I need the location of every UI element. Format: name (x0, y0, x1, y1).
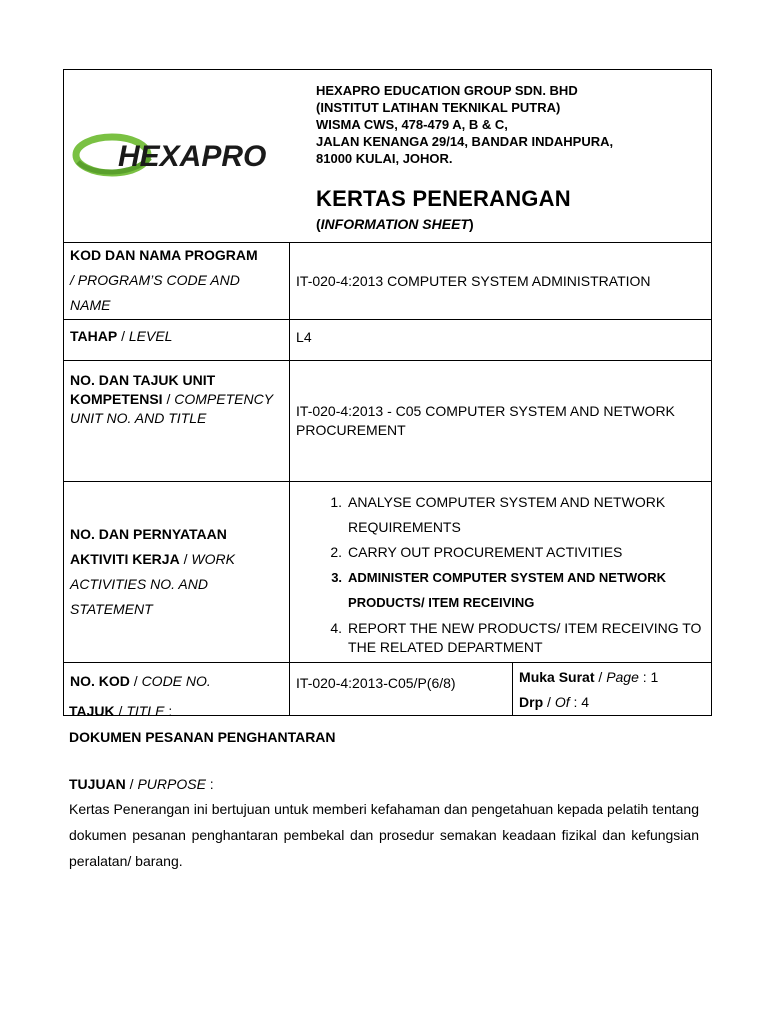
unit-value-cell (290, 361, 712, 482)
activity-item: 1. ANALYSE COMPUTER SYSTEM AND NETWORK REQUIREMENTS (330, 494, 666, 535)
page-number: Muka Surat / Page : 1 (519, 669, 659, 685)
program-value-cell (290, 243, 712, 320)
title-heading: TAJUK / TITLE : (69, 703, 173, 719)
program-value: IT-020-4:2013 COMPUTER SYSTEM ADMINISTRATION (296, 273, 651, 289)
address-line: HEXAPRO EDUCATION GROUP SDN. BHD (316, 83, 578, 98)
level-value: L4 (296, 329, 312, 345)
document-title: DOKUMEN PESANAN PENGHANTARAN (69, 729, 336, 745)
program-label (64, 243, 290, 320)
sheet-subtitle: (INFORMATION SHEET) (316, 216, 474, 232)
info-sheet-table (63, 69, 712, 716)
activities-label: NO. DAN PERNYATAAN AKTIVITI KERJA / WORK ACTIVITIES NO. AND STATEMENT (64, 482, 290, 663)
address-line: WISMA CWS, 478-479 A, B & C, (316, 117, 508, 132)
code-value: IT-020-4:2013-C05/P(6/8) (296, 675, 456, 691)
page-total: Drp / Of : 4 (519, 694, 590, 710)
level-label: TAHAP / LEVEL (64, 320, 290, 361)
activity-item-current: 3. ADMINISTER COMPUTER SYSTEM AND NETWORK PRODUCTS/ ITEM RECEIVING (331, 570, 667, 610)
level-value-cell (290, 320, 712, 361)
address-line: JALAN KENANGA 29/14, BANDAR INDAHPURA, (316, 134, 614, 149)
activity-item: 4. REPORT THE NEW PRODUCTS/ ITEM RECEIVING TO THE RELATED DEPARTMENT (330, 620, 702, 655)
purpose-text: Kertas Penerangan ini bertujuan untuk memberi kefahaman dan pengetahuan kepada pelatih tentang dokumen pesanan penghantaran pembekal dan prosedur semakan keadaan fizikal dan kefungsian peralatan/ barang. (69, 801, 699, 869)
code-label: NO. KOD / CODE NO. (64, 663, 290, 716)
company-address (316, 82, 613, 167)
unit-label: NO. DAN TAJUK UNIT KOMPETENSI / COMPETENCY UNIT NO. AND TITLE (64, 361, 290, 482)
logo-wordmark: HEXAPRO (118, 140, 267, 173)
address-line: 81000 KULAI, JOHOR. (316, 151, 453, 166)
unit-row (64, 361, 712, 482)
purpose-section (69, 772, 699, 874)
unit-value: IT-020-4:2013 - C05 COMPUTER SYSTEM AND NETWORK PROCUREMENT (296, 403, 675, 438)
activity-item: 2. CARRY OUT PROCUREMENT ACTIVITIES (330, 544, 623, 560)
header-cell (64, 70, 712, 243)
purpose-heading: TUJUAN / PURPOSE : (69, 776, 214, 792)
program-label-italic: / PROGRAM’S CODE AND NAME (70, 272, 240, 313)
hexapro-logo (72, 128, 292, 180)
activities-row (64, 482, 712, 663)
address-line: (INSTITUT LATIHAN TEKNIKAL PUTRA) (316, 100, 561, 115)
header-row (64, 70, 712, 243)
activities-list (290, 482, 711, 657)
activities-list-cell (290, 482, 712, 663)
sheet-title: KERTAS PENERANGAN (316, 186, 571, 211)
level-row (64, 320, 712, 361)
program-label-bold: KOD DAN NAMA PROGRAM (70, 247, 258, 263)
program-row (64, 243, 712, 320)
title-section (69, 698, 699, 750)
